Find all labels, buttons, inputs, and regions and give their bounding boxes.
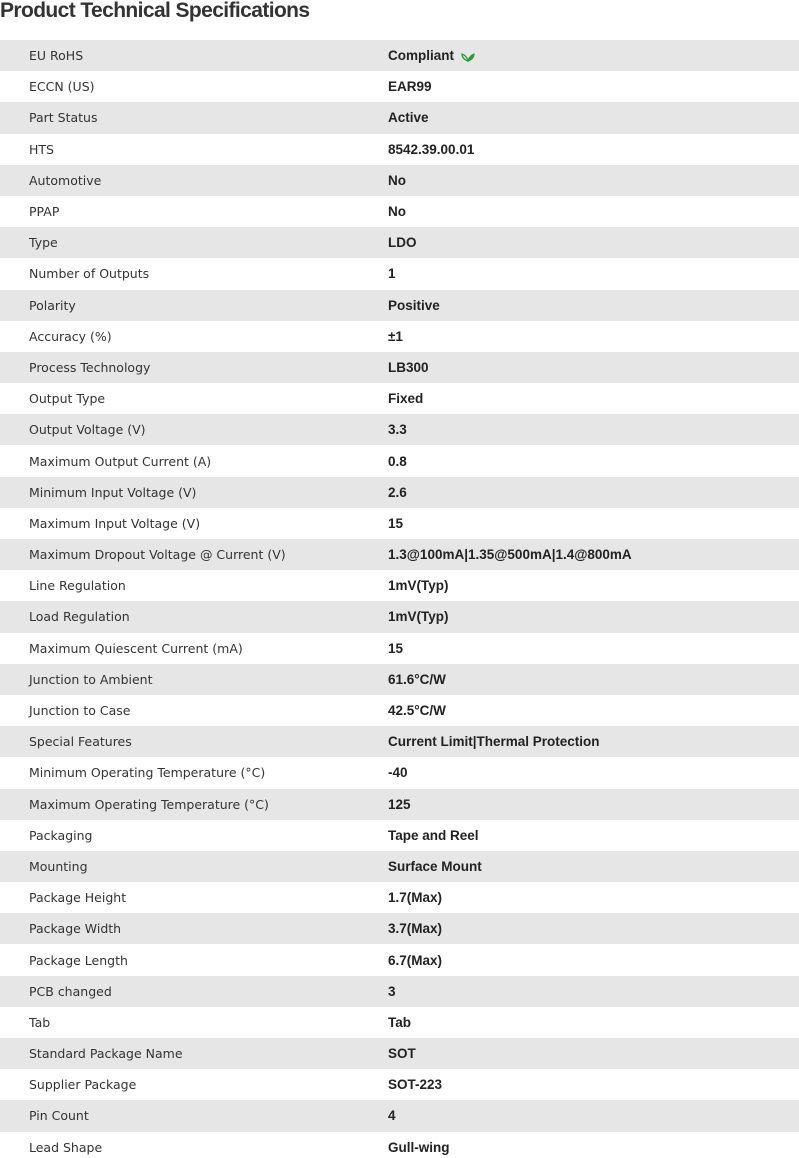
- spec-label: Output Type: [29, 391, 106, 407]
- spec-label: Maximum Quiescent Current (mA): [29, 640, 243, 656]
- spec-value: Tape and Reel: [388, 827, 479, 843]
- spec-label: Accuracy (%): [29, 328, 112, 344]
- spec-row: [0, 882, 799, 913]
- spec-value-cell: [388, 1140, 799, 1155]
- spec-value: EAR99: [388, 79, 432, 95]
- spec-value-cell: [388, 422, 799, 437]
- spec-label: Maximum Dropout Voltage @ Current (V): [29, 547, 286, 563]
- spec-row: [0, 726, 799, 757]
- spec-label: Junction to Ambient: [29, 671, 153, 687]
- spec-value: LB300: [388, 359, 429, 375]
- spec-value: Positive: [388, 297, 440, 313]
- spec-row: [0, 290, 799, 321]
- spec-label: Maximum Output Current (A): [29, 453, 212, 469]
- spec-value-cell: [388, 142, 799, 157]
- spec-row: [0, 383, 799, 414]
- spec-value-cell: [388, 235, 799, 250]
- spec-row: [0, 477, 799, 508]
- spec-row: [0, 820, 799, 851]
- spec-value-cell: [388, 984, 799, 999]
- spec-row: [0, 352, 799, 383]
- spec-row: [0, 1069, 799, 1100]
- spec-value: 61.6°C/W: [388, 671, 446, 687]
- spec-value-cell: [388, 329, 799, 344]
- spec-label: Number of Outputs: [29, 266, 150, 282]
- spec-row: [0, 102, 799, 133]
- spec-row: [0, 601, 799, 632]
- spec-label: Package Width: [29, 921, 122, 937]
- spec-label: Type: [29, 235, 58, 251]
- spec-value-cell: [388, 391, 799, 406]
- spec-row: [0, 445, 799, 476]
- spec-row: [0, 539, 799, 570]
- spec-value: 8542.39.00.01: [388, 141, 475, 157]
- spec-value-cell: [388, 547, 799, 562]
- spec-value: Current Limit|Thermal Protection: [388, 734, 600, 750]
- spec-value-cell: [388, 204, 799, 219]
- spec-value: 3: [388, 983, 396, 999]
- spec-value-cell: [388, 703, 799, 718]
- spec-value-cell: [388, 609, 799, 624]
- spec-label: Line Regulation: [29, 578, 126, 594]
- spec-label: Tab: [29, 1014, 51, 1030]
- spec-value: -40: [388, 765, 408, 781]
- spec-value: SOT-223: [388, 1077, 443, 1093]
- spec-label: HTS: [29, 141, 54, 157]
- spec-label: PPAP: [29, 204, 60, 220]
- spec-value-cell: [388, 765, 799, 780]
- spec-label: Polarity: [29, 297, 76, 313]
- spec-row: [0, 664, 799, 695]
- spec-value: 0.8: [388, 453, 407, 469]
- spec-row: [0, 165, 799, 196]
- spec-value-cell: [388, 1046, 799, 1061]
- spec-value: 125: [388, 796, 411, 812]
- spec-label: Packaging: [29, 827, 93, 843]
- spec-value: 1.3@100mA|1.35@500mA|1.4@800mA: [388, 547, 632, 563]
- spec-row: [0, 789, 799, 820]
- spec-value-cell: [388, 578, 799, 593]
- spec-label: EU RoHS: [29, 48, 84, 64]
- spec-label: Minimum Input Voltage (V): [29, 484, 197, 500]
- spec-label: Process Technology: [29, 359, 151, 375]
- spec-row: [0, 757, 799, 788]
- spec-label: Maximum Input Voltage (V): [29, 515, 201, 531]
- spec-value-cell: [388, 859, 799, 874]
- spec-value: 15: [388, 640, 404, 656]
- spec-label: Standard Package Name: [29, 1046, 183, 1062]
- spec-value: 6.7(Max): [388, 952, 443, 968]
- spec-value-cell: [388, 298, 799, 313]
- spec-value: No: [388, 172, 406, 188]
- spec-row: [0, 851, 799, 882]
- page-title: Product Technical Specifications: [0, 0, 310, 22]
- spec-row: [0, 196, 799, 227]
- spec-value: Tab: [388, 1014, 411, 1030]
- spec-label: PCB changed: [29, 983, 112, 999]
- spec-row: [0, 71, 799, 102]
- spec-value-cell: [388, 1108, 799, 1123]
- spec-value-cell: [388, 828, 799, 843]
- spec-value: No: [388, 204, 406, 220]
- spec-label: Output Voltage (V): [29, 422, 146, 438]
- spec-value: 1.7(Max): [388, 890, 443, 906]
- spec-row: [0, 570, 799, 601]
- spec-value-cell: [388, 953, 799, 968]
- spec-row: [0, 134, 799, 165]
- spec-value: ±1: [388, 328, 403, 344]
- spec-value-cell: [388, 1015, 799, 1030]
- spec-row: [0, 944, 799, 975]
- spec-value: LDO: [388, 235, 417, 251]
- spec-label: Minimum Operating Temperature (°C): [29, 765, 266, 781]
- spec-table: [0, 40, 799, 1158]
- spec-label: Load Regulation: [29, 609, 130, 625]
- spec-row: [0, 321, 799, 352]
- spec-value: 1mV(Typ): [388, 578, 449, 594]
- spec-label: Special Features: [29, 734, 132, 750]
- spec-value: SOT: [388, 1046, 416, 1062]
- spec-value: 3.3: [388, 422, 407, 438]
- spec-label: Package Height: [29, 890, 127, 906]
- spec-value: 42.5°C/W: [388, 703, 446, 719]
- spec-value-cell: [388, 173, 799, 188]
- spec-row: [0, 1038, 799, 1069]
- spec-label: Junction to Case: [29, 703, 131, 719]
- spec-label: ECCN (US): [29, 79, 95, 95]
- spec-value-cell: [388, 641, 799, 656]
- spec-value-cell: [388, 485, 799, 500]
- spec-value-cell: [388, 79, 799, 94]
- spec-value-cell: [388, 890, 799, 905]
- spec-row: [0, 227, 799, 258]
- spec-value: Active: [388, 110, 429, 126]
- spec-row: [0, 976, 799, 1007]
- spec-value: 1mV(Typ): [388, 609, 449, 625]
- spec-row: [0, 1100, 799, 1131]
- spec-value: 1: [388, 266, 396, 282]
- spec-value-cell: [388, 797, 799, 812]
- spec-value: Fixed: [388, 391, 424, 407]
- spec-row: [0, 414, 799, 445]
- spec-value-cell: [388, 48, 799, 63]
- spec-value-cell: [388, 266, 799, 281]
- spec-value-cell: [388, 734, 799, 749]
- spec-value: 2.6: [388, 484, 407, 500]
- spec-value-cell: [388, 921, 799, 936]
- spec-label: Package Length: [29, 952, 128, 968]
- spec-value: 4: [388, 1108, 396, 1124]
- spec-label: Mounting: [29, 858, 88, 874]
- spec-value-cell: [388, 516, 799, 531]
- spec-row: [0, 1132, 799, 1158]
- spec-value-cell: [388, 1077, 799, 1092]
- spec-label: Pin Count: [29, 1108, 89, 1124]
- spec-row: [0, 258, 799, 289]
- leaf-icon: [461, 50, 475, 62]
- spec-row: [0, 695, 799, 726]
- spec-value: 15: [388, 515, 404, 531]
- spec-label: Maximum Operating Temperature (°C): [29, 796, 269, 812]
- spec-value-cell: [388, 454, 799, 469]
- spec-row: [0, 508, 799, 539]
- spec-row: [0, 913, 799, 944]
- spec-value-cell: [388, 360, 799, 375]
- spec-value: Gull-wing: [388, 1139, 450, 1155]
- spec-label: Automotive: [29, 172, 102, 188]
- spec-row: [0, 40, 799, 71]
- spec-value: 3.7(Max): [388, 921, 443, 937]
- spec-label: Part Status: [29, 110, 98, 126]
- spec-value: Compliant: [388, 48, 454, 64]
- spec-row: [0, 1007, 799, 1038]
- spec-value: Surface Mount: [388, 858, 482, 874]
- spec-label: Supplier Package: [29, 1077, 137, 1093]
- spec-row: [0, 633, 799, 664]
- spec-value-cell: [388, 110, 799, 125]
- spec-label: Lead Shape: [29, 1139, 103, 1155]
- spec-value-cell: [388, 672, 799, 687]
